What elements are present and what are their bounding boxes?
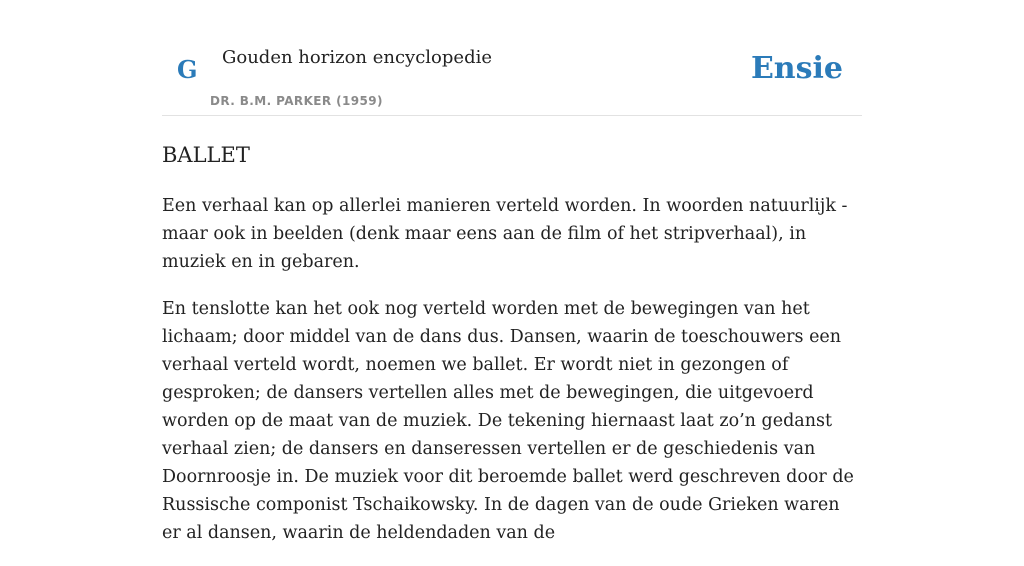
article-paragraph: En tenslotte kan het ook nog verteld worden met de bewegingen van het lichaam; door middel van de dans dus. Dansen, waarin de toeschouwers een verhaal verteld wordt, noemen we ballet. Er wordt niet in gezongen of gesproken; de dansers vertellen alles met de bewegingen, die uitgevoerd worden op de maat van de muziek. De tekening hiernaast laat zo’n gedanst verhaal zien; de dansers en danseressen vertellen er de geschiedenis van Doornroosje in. De muziek voor dit beroemde ballet werd geschreven door de Russische componist Tschaikowsky. In de dagen van de oude Grieken waren er al dansen, waarin de heldendaden van de [162,299,854,543]
book-logo[interactable]: G [177,55,198,84]
article-title: BALLET [162,143,250,167]
article-page [162,0,862,543]
book-author: DR. B.M. PARKER (1959) [210,94,383,108]
book-title[interactable]: Gouden horizon encyclopedie [222,47,492,68]
page-header [162,0,862,116]
article-paragraph: Een verhaal kan op allerlei manieren verteld worden. In woorden natuurlijk - maar ook in beelden (denk maar eens aan de film of het stripverhaal), in muziek en in gebaren. [162,196,848,272]
article-body [162,192,862,566]
brand-logo[interactable]: Ensie [750,51,843,86]
